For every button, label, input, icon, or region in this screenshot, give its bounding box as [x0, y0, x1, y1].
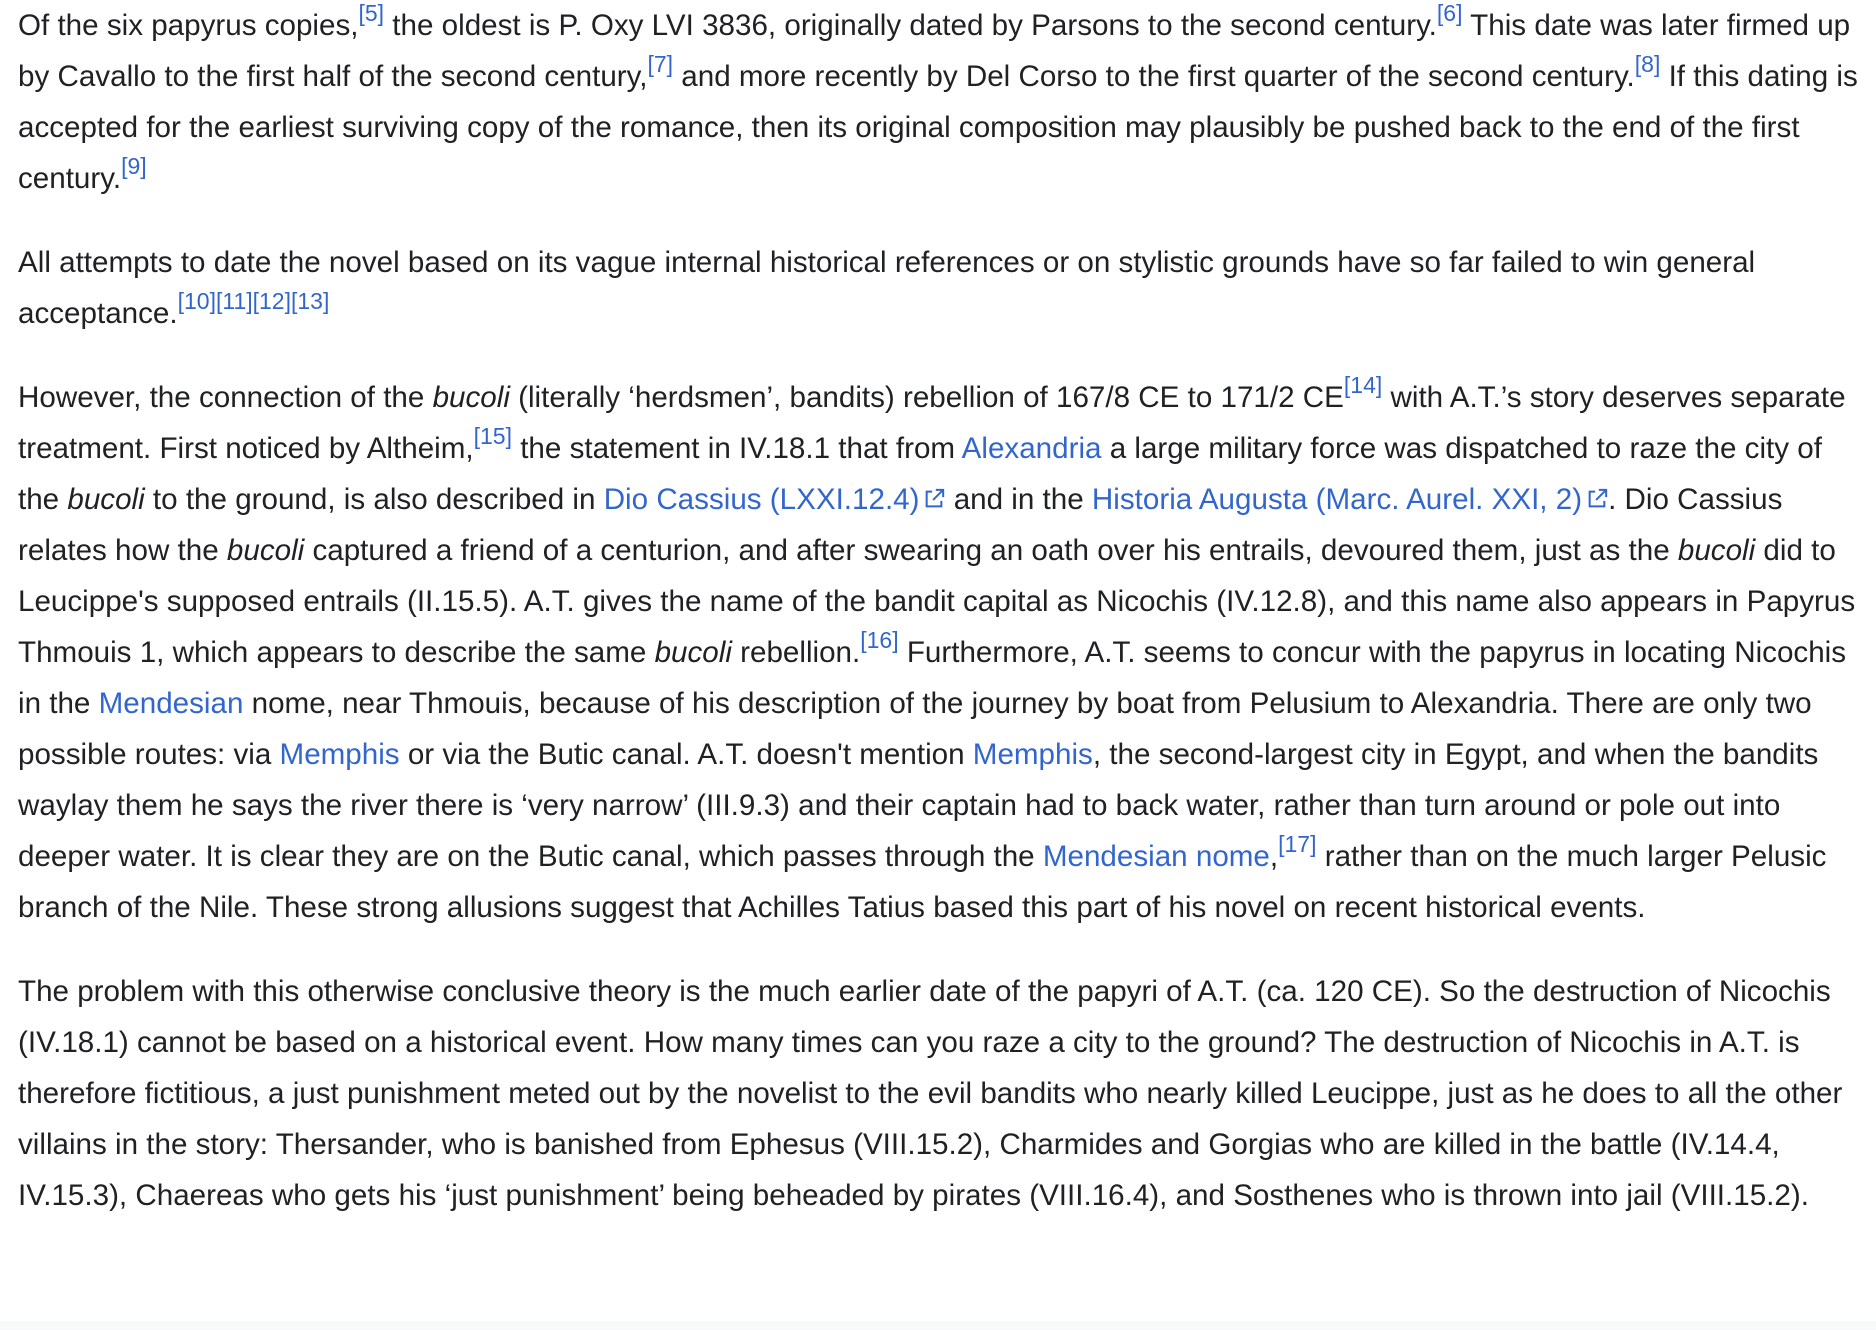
text: the oldest is P. Oxy LVI 3836, originally dated by Parsons to the second century. — [384, 9, 1437, 42]
text: to the ground, is also described in — [144, 483, 604, 516]
link-mendesian[interactable]: Mendesian — [98, 687, 244, 720]
link-alexandria[interactable]: Alexandria — [961, 432, 1102, 465]
citation-10[interactable]: [10] — [177, 288, 216, 314]
text: a large military force was dispatched to raze the city of the — [18, 432, 1822, 516]
text: and in the — [945, 483, 1092, 516]
text: (literally ‘herdsmen’, bandits) rebellion of 167/8 CE to 171/2 CE — [509, 381, 1344, 414]
article-body — [18, 0, 1870, 1254]
italic-term: bucoli — [432, 381, 510, 414]
text: rather than on the much larger Pelusic branch of the Nile. These strong allusions suggest that Achilles Tatius based this part of his novel on recent historical events. — [18, 840, 1827, 924]
text: If this dating is accepted for the earliest surviving copy of the romance, then its original composition may plausibly be pushed back to the end of the first century. — [18, 60, 1858, 195]
text: did to Leucippe's supposed entrails (II.15.5). A.T. gives the name of the bandit capital as Nicochis (IV.12.8), and this name also appears in Papyrus Thmouis 1, which appears to describe the same — [18, 534, 1856, 669]
citation-11[interactable]: [11] — [215, 288, 253, 314]
citation-8[interactable]: [8] — [1634, 51, 1661, 77]
text: Of the six papyrus copies, — [18, 9, 359, 42]
text: . Dio Cassius relates how the — [18, 483, 1783, 567]
link-label: Historia Augusta (Marc. Aurel. XXI, 2) — [1091, 483, 1583, 516]
link-dio-cassius[interactable] — [604, 483, 946, 516]
citation-12[interactable]: [12] — [252, 288, 291, 314]
italic-term: bucoli — [654, 636, 732, 669]
text: The problem with this otherwise conclusive theory is the much earlier date of the papyri of A.T. (ca. 120 CE). So the destruction of Nicochis (IV.18.1) cannot be based on a historical event. How many times can you raze a city to the ground? The destruction of Nicochis in A.T. is therefore fictitious, a just punishment meted out by the novelist to the evil bandits who nearly killed Leucippe, just as he does to all the other villains in the story: Thersander, who is banished from Ephesus (VIII.15.2), Charmides and Gorgias who are killed in the battle (IV.14.4, IV.15.3), Chaereas who gets his ‘just punishment’ being beheaded by pirates (VIII.16.4), and Sosthenes who is thrown into jail (VIII.15.2). — [18, 975, 1843, 1212]
citation-6[interactable]: [6] — [1436, 0, 1463, 26]
link-memphis-2[interactable]: Memphis — [972, 738, 1093, 771]
italic-term: bucoli — [226, 534, 305, 567]
external-link-icon — [923, 488, 945, 510]
text: Furthermore, A.T. seems to concur with the papyrus in locating Nicochis in the — [18, 636, 1847, 720]
text: This date was later firmed up by Cavallo to the first half of the second century, — [18, 9, 1851, 93]
italic-term: bucoli — [67, 483, 145, 516]
text: with A.T.’s story deserves separate treatment. First noticed by Altheim, — [18, 381, 1846, 465]
text: nome, near Thmouis, because of his description of the journey by boat from Pelusium to Alexandria. There are only two possible routes: via — [18, 687, 1812, 771]
citation-5[interactable]: [5] — [358, 0, 385, 26]
paragraph-problem — [18, 966, 1870, 1221]
text: , — [1269, 840, 1279, 873]
link-label: Dio Cassius (LXXI.12.4) — [603, 483, 920, 516]
italic-term: bucoli — [1677, 534, 1756, 567]
external-link-icon — [1586, 488, 1608, 510]
link-memphis[interactable]: Memphis — [279, 738, 400, 771]
text: and more recently by Del Corso to the first quarter of the second century. — [673, 60, 1635, 93]
link-historia-augusta[interactable] — [1092, 483, 1608, 516]
paragraph-papyrus-dating — [18, 0, 1870, 204]
citation-15[interactable]: [15] — [473, 423, 512, 449]
link-mendesian-nome[interactable]: Mendesian nome — [1042, 840, 1270, 873]
text: the statement in IV.18.1 that from — [511, 432, 962, 465]
text: , the second-largest city in Egypt, and when the bandits waylay them he says the river there is ‘very narrow’ (III.9.3) and their captain had to back water, rather than turn around or pole out into deeper water. It is clear they are on the Butic canal, which passes through the — [18, 738, 1819, 873]
paragraph-bucoli-rebellion — [18, 372, 1870, 933]
citation-14[interactable]: [14] — [1343, 372, 1383, 398]
text: rebellion. — [731, 636, 861, 669]
text: or via the Butic canal. A.T. doesn't mention — [399, 738, 973, 771]
citation-16[interactable]: [16] — [860, 627, 899, 653]
citation-13[interactable]: [13] — [291, 288, 330, 314]
citation-17[interactable]: [17] — [1278, 831, 1317, 857]
citation-9[interactable]: [9] — [121, 153, 147, 179]
citation-7[interactable]: [7] — [647, 51, 674, 77]
text: captured a friend of a centurion, and after swearing an oath over his entrails, devoured them, just as the — [304, 534, 1678, 567]
text: All attempts to date the novel based on its vague internal historical references or on stylistic grounds have so far failed to win general acceptance. — [18, 246, 1756, 330]
page-bottom-strip — [0, 1321, 1876, 1330]
paragraph-stylistic-dating — [18, 237, 1870, 339]
text: However, the connection of the — [18, 381, 433, 414]
